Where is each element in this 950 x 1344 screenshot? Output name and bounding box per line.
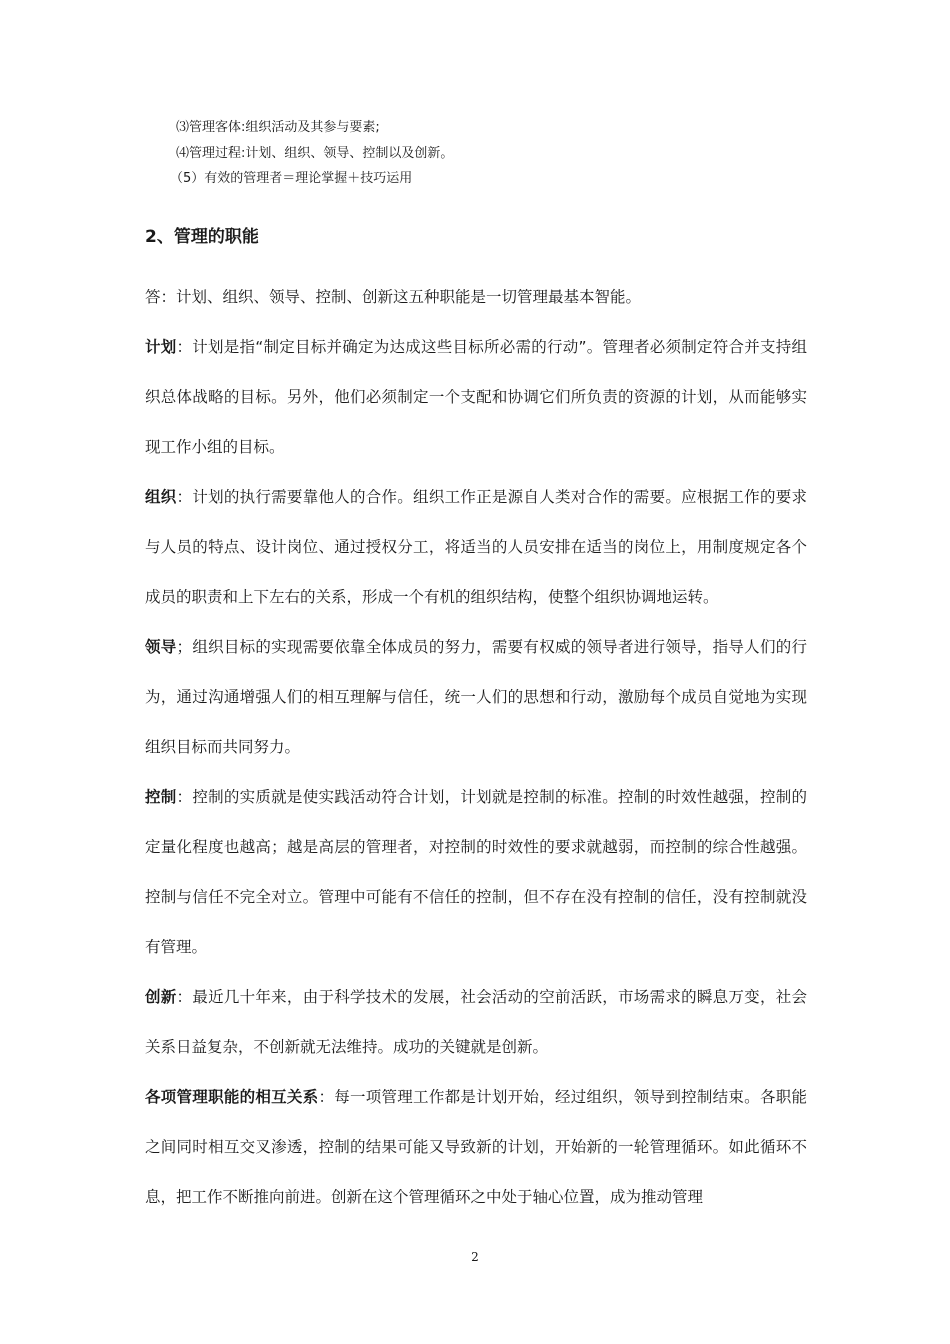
paragraph-innovate (145, 972, 807, 1072)
term-label: 各项管理职能的相互关系 (145, 1088, 319, 1106)
answer-paragraph: 答：计划、组织、领导、控制、创新这五种职能是一切管理最基本智能。 (145, 288, 642, 306)
paragraph-text: ：计划的执行需要靠他人的合作。组织工作正是源自人类对合作的需要。应根据工作的要求与人员的特点、设计岗位、通过授权分工，将适当的人员安排在适当的岗位上，用制度规定各个成员的职责和上下左右的关系，形成一个有机的组织结构，使整个组织协调地运转。 (145, 488, 807, 606)
list-item: ⑷管理过程:计划、组织、领导、控制以及创新。 (176, 146, 454, 161)
list-item: ⑶管理客体:组织活动及其参与要素; (176, 120, 380, 135)
term-label: 计划 (145, 338, 177, 356)
paragraph-text: ：控制的实质就是使实践活动符合计划，计划就是控制的标准。控制的时效性越强，控制的定量化程度也越高；越是高层的管理者，对控制的时效性的要求就越弱，而控制的综合性越强。控制与信任不完全对立。管理中可能有不信任的控制，但不存在没有控制的信任，没有控制就没有管理。 (145, 788, 807, 956)
section-heading: 2、管理的职能 (145, 227, 259, 247)
paragraph-lead (145, 622, 807, 772)
paragraph-plan (145, 322, 807, 472)
term-label: 组织 (145, 488, 177, 506)
paragraph-text: ：最近几十年来，由于科学技术的发展，社会活动的空前活跃，市场需求的瞬息万变，社会关系日益复杂，不创新就无法维持。成功的关键就是创新。 (145, 988, 807, 1056)
paragraph-relationship (145, 1072, 807, 1222)
term-label: 控制 (145, 788, 177, 806)
page-number: 2 (471, 1250, 479, 1264)
paragraph-text: ：每一项管理工作都是计划开始，经过组织，领导到控制结束。各职能之间同时相互交叉渗透，控制的结果可能又导致新的计划，开始新的一轮管理循环。如此循环不息，把工作不断推向前进。创新在这个管理循环之中处于轴心位置，成为推动管理 (145, 1088, 807, 1206)
paragraph-control (145, 772, 807, 972)
term-label: 创新 (145, 988, 177, 1006)
paragraph-organize (145, 472, 807, 622)
paragraph-text: ：计划是指“制定目标并确定为达成这些目标所必需的行动”。管理者必须制定符合并支持组织总体战略的目标。另外，他们必须制定一个支配和协调它们所负责的资源的计划，从而能够实现工作小组的目标。 (145, 338, 807, 456)
body-text (145, 272, 807, 1222)
term-label: 领导 (145, 638, 177, 656)
paragraph-text: ；组织目标的实现需要依靠全体成员的努力，需要有权威的领导者进行领导，指导人们的行为，通过沟通增强人们的相互理解与信任，统一人们的思想和行动，激励每个成员自觉地为实现组织目标而共同努力。 (145, 638, 807, 756)
list-item: （5）有效的管理者＝理论掌握＋技巧运用 (170, 171, 413, 186)
